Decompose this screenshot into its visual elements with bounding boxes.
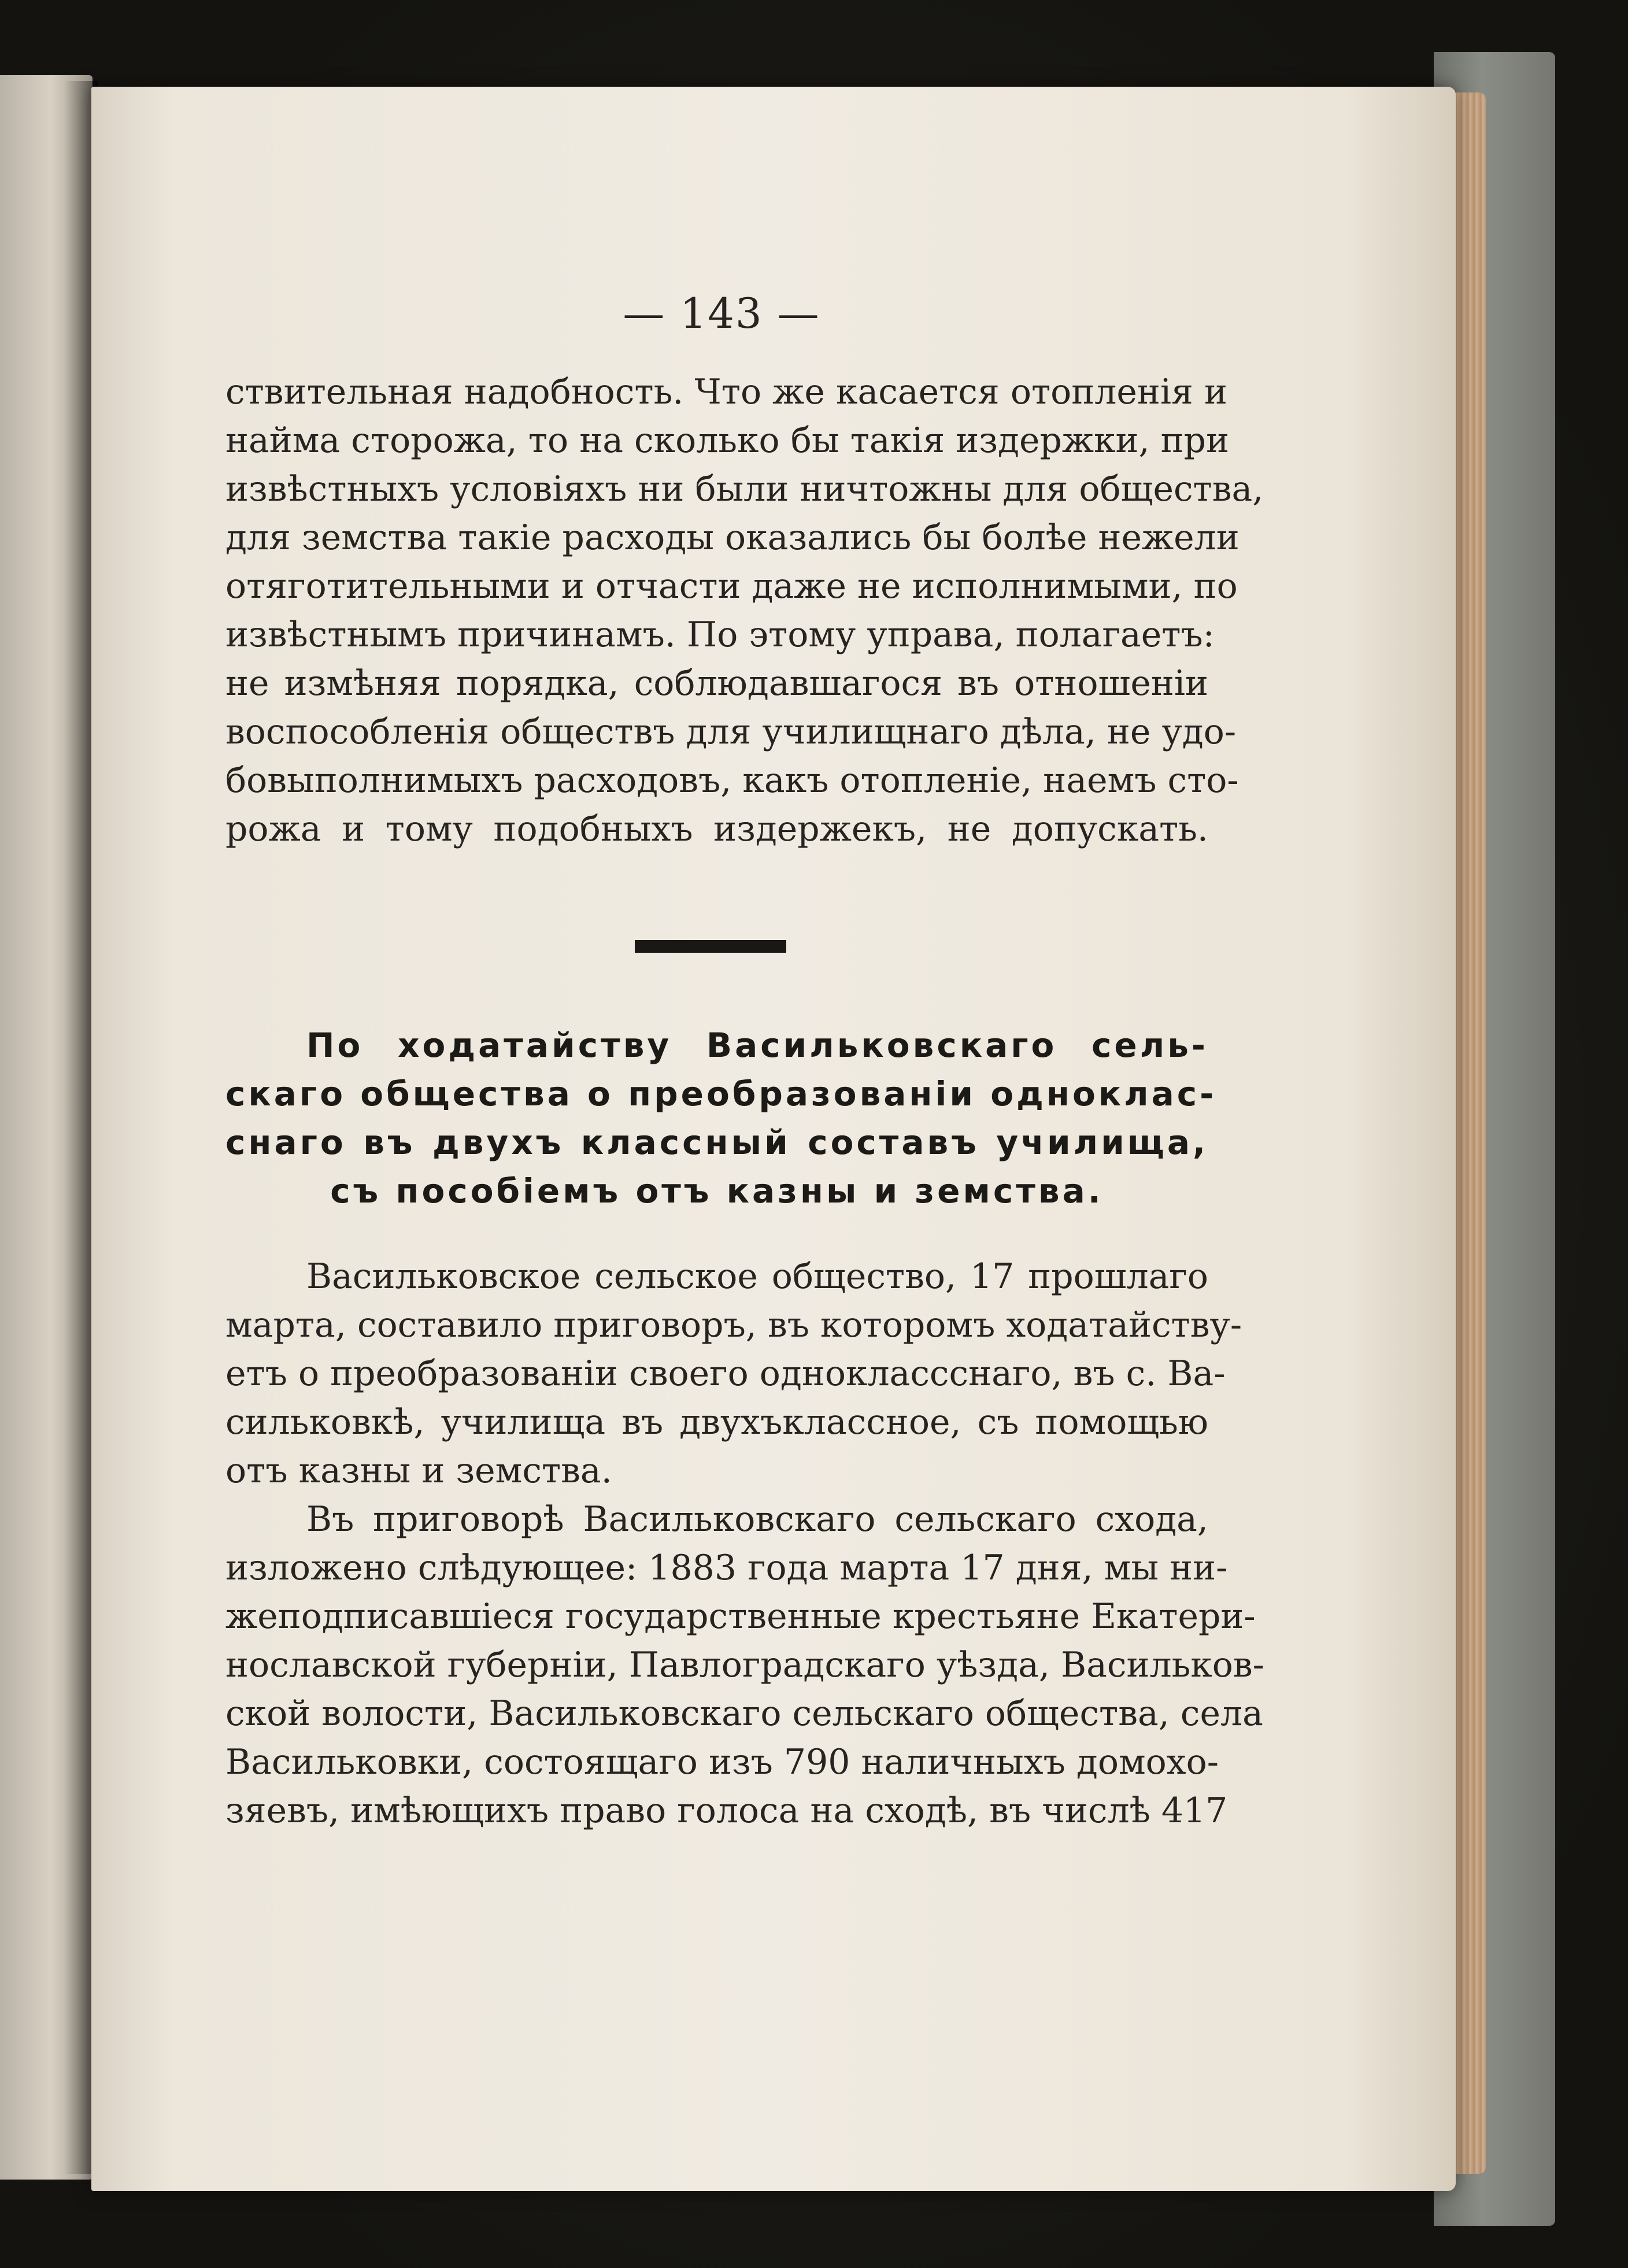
text-line: ствительная надобность. Что же касается отопленія и: [225, 372, 1227, 412]
text-line: етъ о преобразованіи своего одноклассснаго, въ с. Ва-: [225, 1353, 1226, 1394]
text-line: марта, составило приговоръ, въ которомъ ходатайству-: [225, 1305, 1242, 1345]
text-line: извѣстныхъ условіяхъ ни были ничтожны для общества,: [225, 469, 1264, 509]
text-line: не измѣняя порядка, соблюдавшагося въ отношеніи: [225, 663, 1208, 704]
paragraph-2: [225, 1252, 1242, 1495]
text-line: зяевъ, имѣющихъ право голоса на сходѣ, въ числѣ 417: [225, 1790, 1228, 1831]
page-content: [225, 289, 1264, 1835]
section-heading: [225, 1021, 1217, 1215]
text-line: извѣстнымъ причинамъ. По этому управа, полагаетъ:: [225, 615, 1215, 655]
page-number: — 143 —: [623, 289, 820, 338]
divider-rule: [635, 940, 786, 953]
heading-line: скаго общества о преобразованіи однoклас-: [225, 1074, 1217, 1113]
text-line: отъ казны и земства.: [225, 1451, 612, 1491]
text-line: Васильковки, состоящаго изъ 790 наличныхъ домохо-: [225, 1742, 1219, 1782]
heading-line: съ пособіемъ отъ казны и земства.: [330, 1171, 1104, 1211]
heading-line: По ходатайству Васильковскаго сель-: [306, 1026, 1208, 1065]
heading-line: снаго въ двухъ классный составъ училища,: [225, 1123, 1208, 1162]
section-divider: [225, 853, 1208, 1021]
text-line: найма сторожа, то на сколько бы такія издержки, при: [225, 420, 1230, 461]
text-line: рожа и тому подобныхъ издержекъ, не допускать.: [225, 809, 1208, 849]
text-line: Въ приговорѣ Васильковскаго сельскаго схода,: [306, 1499, 1208, 1540]
text-line: нославской губерніи, Павлоградскаго уѣзда, Васильков-: [225, 1645, 1264, 1685]
text-line: жеподписавшіеся государственные крестьяне Екатери-: [225, 1596, 1256, 1637]
top-paragraph: [225, 368, 1264, 853]
text-line: сильковкѣ, училища въ двухъклассное, съ помощью: [225, 1402, 1208, 1442]
text-line: отяготительными и отчасти даже не исполнимыми, по: [225, 566, 1238, 606]
text-line: изложено слѣдующее: 1883 года марта 17 дня, мы ни-: [225, 1548, 1228, 1588]
paragraph-3: [225, 1495, 1264, 1835]
text-line: бовыполнимыхъ расходовъ, какъ отопленіе, наемъ сто-: [225, 760, 1239, 801]
text-line: ской волости, Васильковскаго сельскаго общества, села: [225, 1693, 1263, 1734]
text-line: Васильковское сельское общество, 17 прошлаго: [306, 1256, 1208, 1297]
text-line: для земства такіе расходы оказались бы болѣе нежели: [225, 517, 1240, 558]
text-line: воспособленія обществъ для училищнаго дѣла, не удо-: [225, 712, 1237, 752]
